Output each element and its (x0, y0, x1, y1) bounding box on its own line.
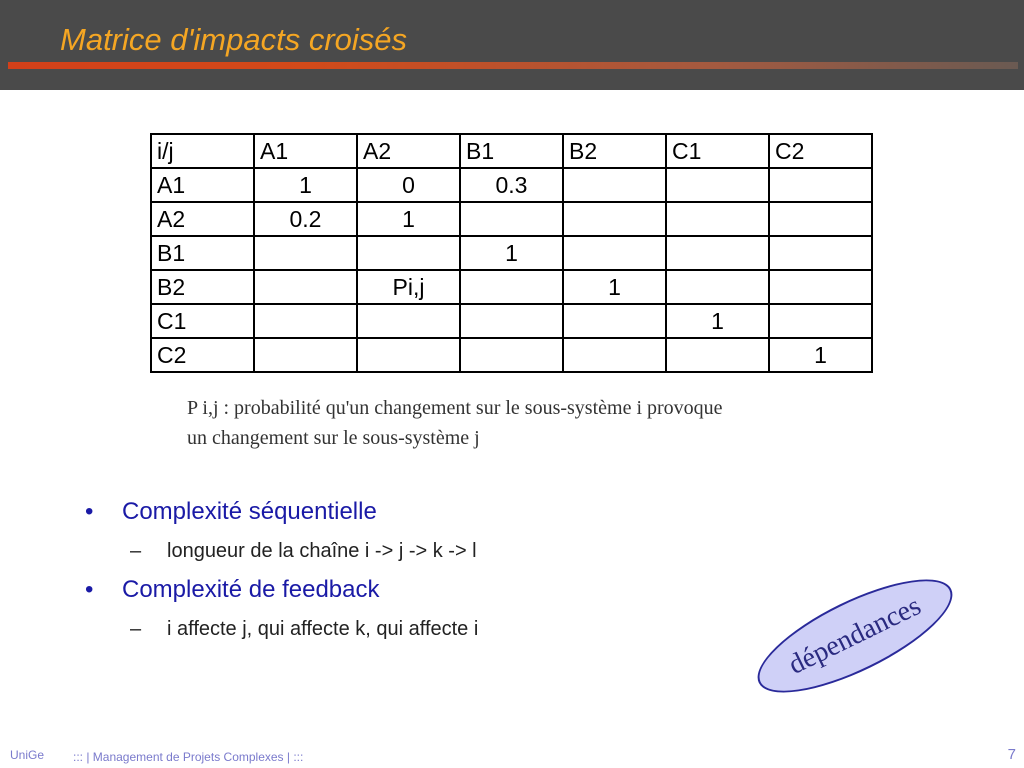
impact-matrix (150, 133, 873, 373)
matrix-cell (769, 236, 872, 270)
matrix-cell (254, 236, 357, 270)
matrix-cell (769, 270, 872, 304)
dash-icon: – (130, 618, 142, 640)
sub-bullet-item (80, 610, 720, 648)
row-header: C1 (151, 304, 254, 338)
matrix-row (151, 168, 872, 202)
caption-line: P i,j : probabilité qu'un changement sur le sous-système i provoque (187, 397, 723, 419)
page-number: 7 (1007, 746, 1016, 763)
oval-label: dépendances (783, 590, 926, 681)
matrix-cell (460, 304, 563, 338)
slide-title: Matrice d'impacts croisés (60, 22, 408, 57)
row-header: A1 (151, 168, 254, 202)
matrix-row (151, 202, 872, 236)
caption-line: un changement sur le sous-système j (187, 427, 480, 449)
matrix-cell (254, 304, 357, 338)
bullet-item (80, 570, 720, 610)
matrix-cell (460, 270, 563, 304)
matrix-row (151, 270, 872, 304)
matrix-cell: 1 (563, 270, 666, 304)
matrix-cell: 1 (460, 236, 563, 270)
matrix-cell: 0.3 (460, 168, 563, 202)
matrix-cell: 1 (769, 338, 872, 372)
sub-bullet-text: longueur de la chaîne i -> j -> k -> l (167, 540, 477, 562)
footer-course: ::: | Management de Projets Complexes | ::: (73, 750, 304, 764)
row-header: C2 (151, 338, 254, 372)
matrix-cell (769, 304, 872, 338)
col-header: B1 (460, 134, 563, 168)
matrix-cell (563, 304, 666, 338)
matrix-cell (563, 168, 666, 202)
matrix-cell: Pi,j (357, 270, 460, 304)
matrix-cell (357, 338, 460, 372)
title-underline (8, 62, 1018, 69)
bullet-list (80, 492, 720, 648)
matrix-caption (187, 393, 907, 453)
sub-bullet-item (80, 532, 720, 570)
col-header: A2 (357, 134, 460, 168)
slide-header (0, 0, 1024, 90)
matrix-cell (666, 236, 769, 270)
matrix-cell (769, 202, 872, 236)
row-header: B1 (151, 236, 254, 270)
matrix-cell: 0.2 (254, 202, 357, 236)
matrix-cell (666, 202, 769, 236)
matrix-row (151, 304, 872, 338)
matrix-cell (357, 304, 460, 338)
col-header: A1 (254, 134, 357, 168)
col-header: B2 (563, 134, 666, 168)
sub-bullet-text: i affecte j, qui affecte k, qui affecte i (167, 618, 479, 640)
matrix-row (151, 338, 872, 372)
bullet-text: Complexité séquentielle (122, 498, 377, 525)
row-header: A2 (151, 202, 254, 236)
matrix-cell (563, 338, 666, 372)
matrix-cell (460, 202, 563, 236)
matrix-cell (563, 236, 666, 270)
matrix-corner-cell: i/j (151, 134, 254, 168)
dependances-oval (743, 558, 966, 715)
matrix-cell (254, 270, 357, 304)
bullet-item (80, 492, 720, 532)
matrix-cell (254, 338, 357, 372)
bullet-text: Complexité de feedback (122, 576, 380, 603)
dash-icon: – (130, 540, 142, 562)
matrix-cell (666, 270, 769, 304)
col-header: C1 (666, 134, 769, 168)
bullet-dot-icon: • (85, 576, 94, 603)
matrix-cell (357, 236, 460, 270)
matrix-cell: 1 (666, 304, 769, 338)
matrix-cell: 1 (357, 202, 460, 236)
matrix-cell: 0 (357, 168, 460, 202)
matrix-cell (769, 168, 872, 202)
bullet-dot-icon: • (85, 498, 94, 525)
matrix-cell (666, 168, 769, 202)
matrix-cell (563, 202, 666, 236)
matrix-header-row (151, 134, 872, 168)
matrix-cell (460, 338, 563, 372)
footer-org: UniGe (10, 748, 45, 762)
col-header: C2 (769, 134, 872, 168)
matrix-cell: 1 (254, 168, 357, 202)
matrix-cell (666, 338, 769, 372)
row-header: B2 (151, 270, 254, 304)
matrix-row (151, 236, 872, 270)
